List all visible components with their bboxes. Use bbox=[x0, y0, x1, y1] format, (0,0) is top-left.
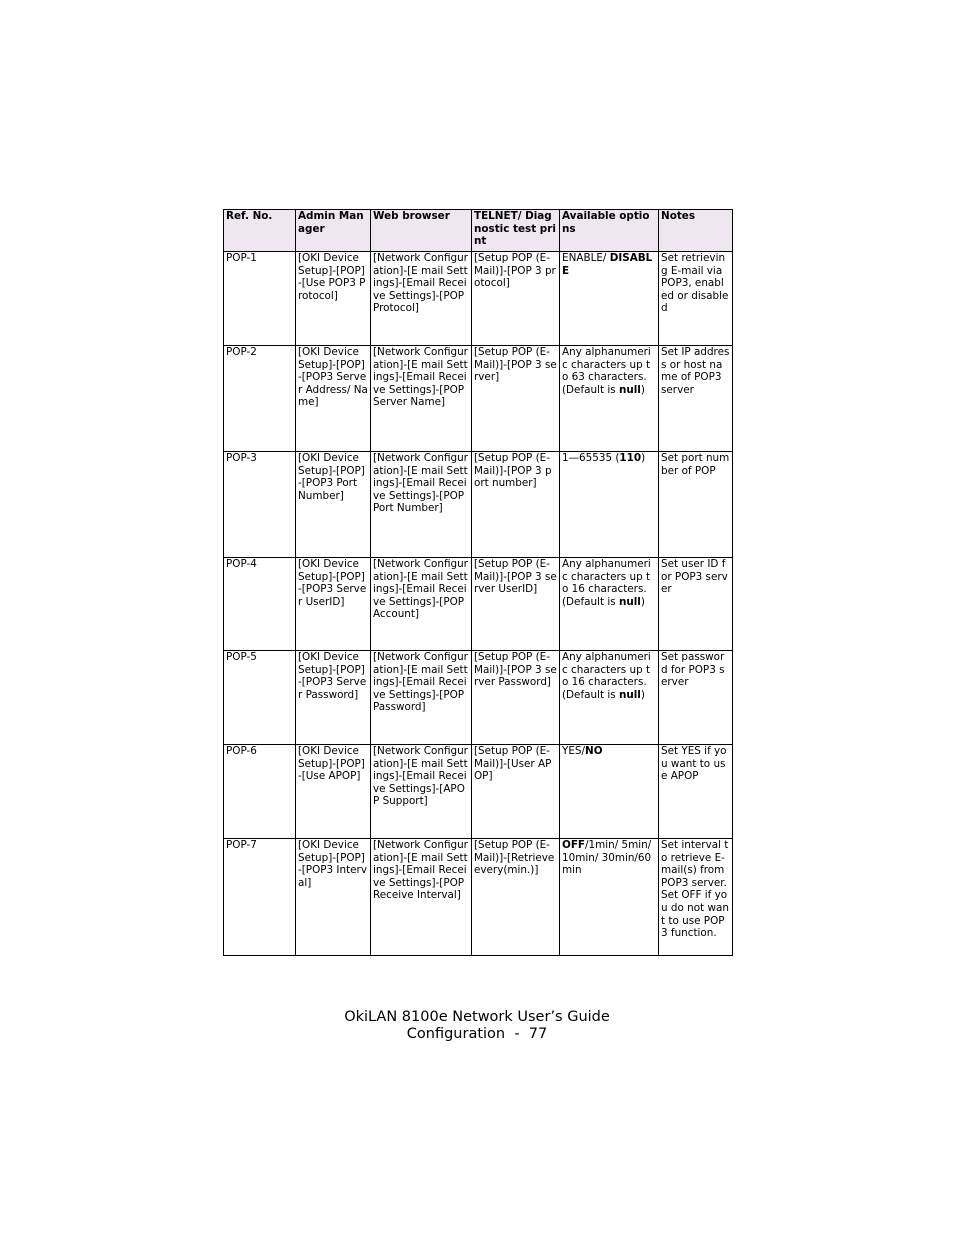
bold-text: null bbox=[618, 595, 641, 608]
cell-ref-no: POP-2 bbox=[224, 346, 296, 452]
table-row bbox=[224, 651, 733, 745]
cell-notes: Set user ID for POP3 server bbox=[659, 558, 733, 651]
cell-web-browser: [Network Configuration]-[E mail Settings]-[Email Receive Settings]-[POP Protocol] bbox=[371, 252, 472, 346]
text: 1—65535 ( bbox=[562, 452, 620, 464]
cell-notes: Set interval to retrieve E-mail(s) from POP3 server. Set OFF if you do not want to use POP3 function. bbox=[659, 839, 733, 956]
cell-available-options bbox=[560, 558, 659, 651]
header-web-browser: Web browser bbox=[371, 210, 472, 252]
cell-telnet: [Setup POP (E-Mail)]-[Retrieve every(min.)] bbox=[472, 839, 560, 956]
text: ) bbox=[640, 383, 645, 396]
cell-available-options bbox=[560, 839, 659, 956]
cell-telnet: [Setup POP (E-Mail)]-[User APOP] bbox=[472, 745, 560, 839]
text: ) bbox=[641, 452, 646, 464]
table-body bbox=[224, 252, 733, 956]
text: ENABLE/ bbox=[562, 252, 610, 264]
bold-text: 110 bbox=[619, 452, 642, 464]
cell-ref-no: POP-5 bbox=[224, 651, 296, 745]
cell-available-options bbox=[560, 346, 659, 452]
bold-text: DISABLE bbox=[562, 252, 653, 277]
table-row bbox=[224, 346, 733, 452]
text: ) bbox=[640, 688, 645, 701]
cell-telnet: [Setup POP (E-Mail)]-[POP 3 protocol] bbox=[472, 252, 560, 346]
cell-notes: Set password for POP3 server bbox=[659, 651, 733, 745]
cell-telnet: [Setup POP (E-Mail)]-[POP 3 server Password] bbox=[472, 651, 560, 745]
cell-available-options bbox=[560, 252, 659, 346]
cell-admin-manager: [OKI Device Setup]-[POP]-[POP3 Port Number] bbox=[296, 452, 371, 558]
text: Any alphanumeric characters up to 16 characters. (Default is bbox=[562, 651, 651, 701]
cell-ref-no: POP-4 bbox=[224, 558, 296, 651]
table-row bbox=[224, 452, 733, 558]
cell-web-browser: [Network Configuration]-[E mail Settings]-[Email Receive Settings]-[APOP Support] bbox=[371, 745, 472, 839]
cell-web-browser: [Network Configuration]-[E mail Settings]-[Email Receive Settings]-[POP Password] bbox=[371, 651, 472, 745]
header-available-options: Available options bbox=[560, 210, 659, 252]
cell-notes: Set YES if you want to use APOP bbox=[659, 745, 733, 839]
cell-available-options bbox=[560, 452, 659, 558]
footer-page-number: Configuration - 77 bbox=[406, 1026, 548, 1042]
cell-ref-no: POP-6 bbox=[224, 745, 296, 839]
bold-text: OFF bbox=[562, 839, 586, 851]
text: ) bbox=[640, 595, 645, 608]
cell-available-options bbox=[560, 651, 659, 745]
text: /1min/ 5min/10min/ 30min/60min bbox=[562, 839, 652, 877]
table-row bbox=[224, 839, 733, 956]
cell-telnet: [Setup POP (E-Mail)]-[POP 3 server] bbox=[472, 346, 560, 452]
cell-web-browser: [Network Configuration]-[E mail Settings]-[Email Receive Settings]-[POP Server Name] bbox=[371, 346, 472, 452]
cell-admin-manager: [OKI Device Setup]-[POP]-[POP3 Server UserID] bbox=[296, 558, 371, 651]
cell-available-options bbox=[560, 745, 659, 839]
cell-admin-manager: [OKI Device Setup]-[POP]-[Use POP3 Protocol] bbox=[296, 252, 371, 346]
header-admin-manager: Admin Manager bbox=[296, 210, 371, 252]
table-row bbox=[224, 252, 733, 346]
text: Any alphanumeric characters up to 16 characters. (Default is bbox=[562, 558, 651, 608]
cell-telnet: [Setup POP (E-Mail)]-[POP 3 port number] bbox=[472, 452, 560, 558]
cell-admin-manager: [OKI Device Setup]-[POP]-[POP3 Interval] bbox=[296, 839, 371, 956]
bold-text: null bbox=[618, 688, 641, 701]
table-row bbox=[224, 745, 733, 839]
cell-telnet: [Setup POP (E-Mail)]-[POP 3 server UserID] bbox=[472, 558, 560, 651]
table-row bbox=[224, 558, 733, 651]
text: YES/ bbox=[562, 745, 586, 757]
header-notes: Notes bbox=[659, 210, 733, 252]
cell-ref-no: POP-7 bbox=[224, 839, 296, 956]
cell-web-browser: [Network Configuration]-[E mail Settings]-[Email Receive Settings]-[POP Receive Interval] bbox=[371, 839, 472, 956]
cell-notes: Set port number of POP bbox=[659, 452, 733, 558]
cell-web-browser: [Network Configuration]-[E mail Settings]-[Email Receive Settings]-[POP Account] bbox=[371, 558, 472, 651]
header-telnet: TELNET/ Diagnostic test print bbox=[472, 210, 560, 252]
cell-ref-no: POP-1 bbox=[224, 252, 296, 346]
cell-admin-manager: [OKI Device Setup]-[POP]-[Use APOP] bbox=[296, 745, 371, 839]
table-header-row bbox=[224, 210, 733, 252]
bold-text: NO bbox=[585, 745, 603, 757]
cell-notes: Set IP address or host name of POP3 server bbox=[659, 346, 733, 452]
pop-settings-table bbox=[223, 209, 733, 956]
cell-ref-no: POP-3 bbox=[224, 452, 296, 558]
bold-text: null bbox=[618, 383, 641, 396]
cell-web-browser: [Network Configuration]-[E mail Settings]-[Email Receive Settings]-[POP Port Number] bbox=[371, 452, 472, 558]
cell-notes: Set retrieving E-mail via POP3, enabled or disabled bbox=[659, 252, 733, 346]
cell-admin-manager: [OKI Device Setup]-[POP]-[POP3 Server Address/ Name] bbox=[296, 346, 371, 452]
text: Any alphanumeric characters up to 63 characters. (Default is bbox=[562, 346, 651, 396]
header-ref-no: Ref. No. bbox=[224, 210, 296, 252]
cell-admin-manager: [OKI Device Setup]-[POP]-[POP3 Server Password] bbox=[296, 651, 371, 745]
footer-title: OkiLAN 8100e Network User’s Guide bbox=[344, 1009, 610, 1025]
